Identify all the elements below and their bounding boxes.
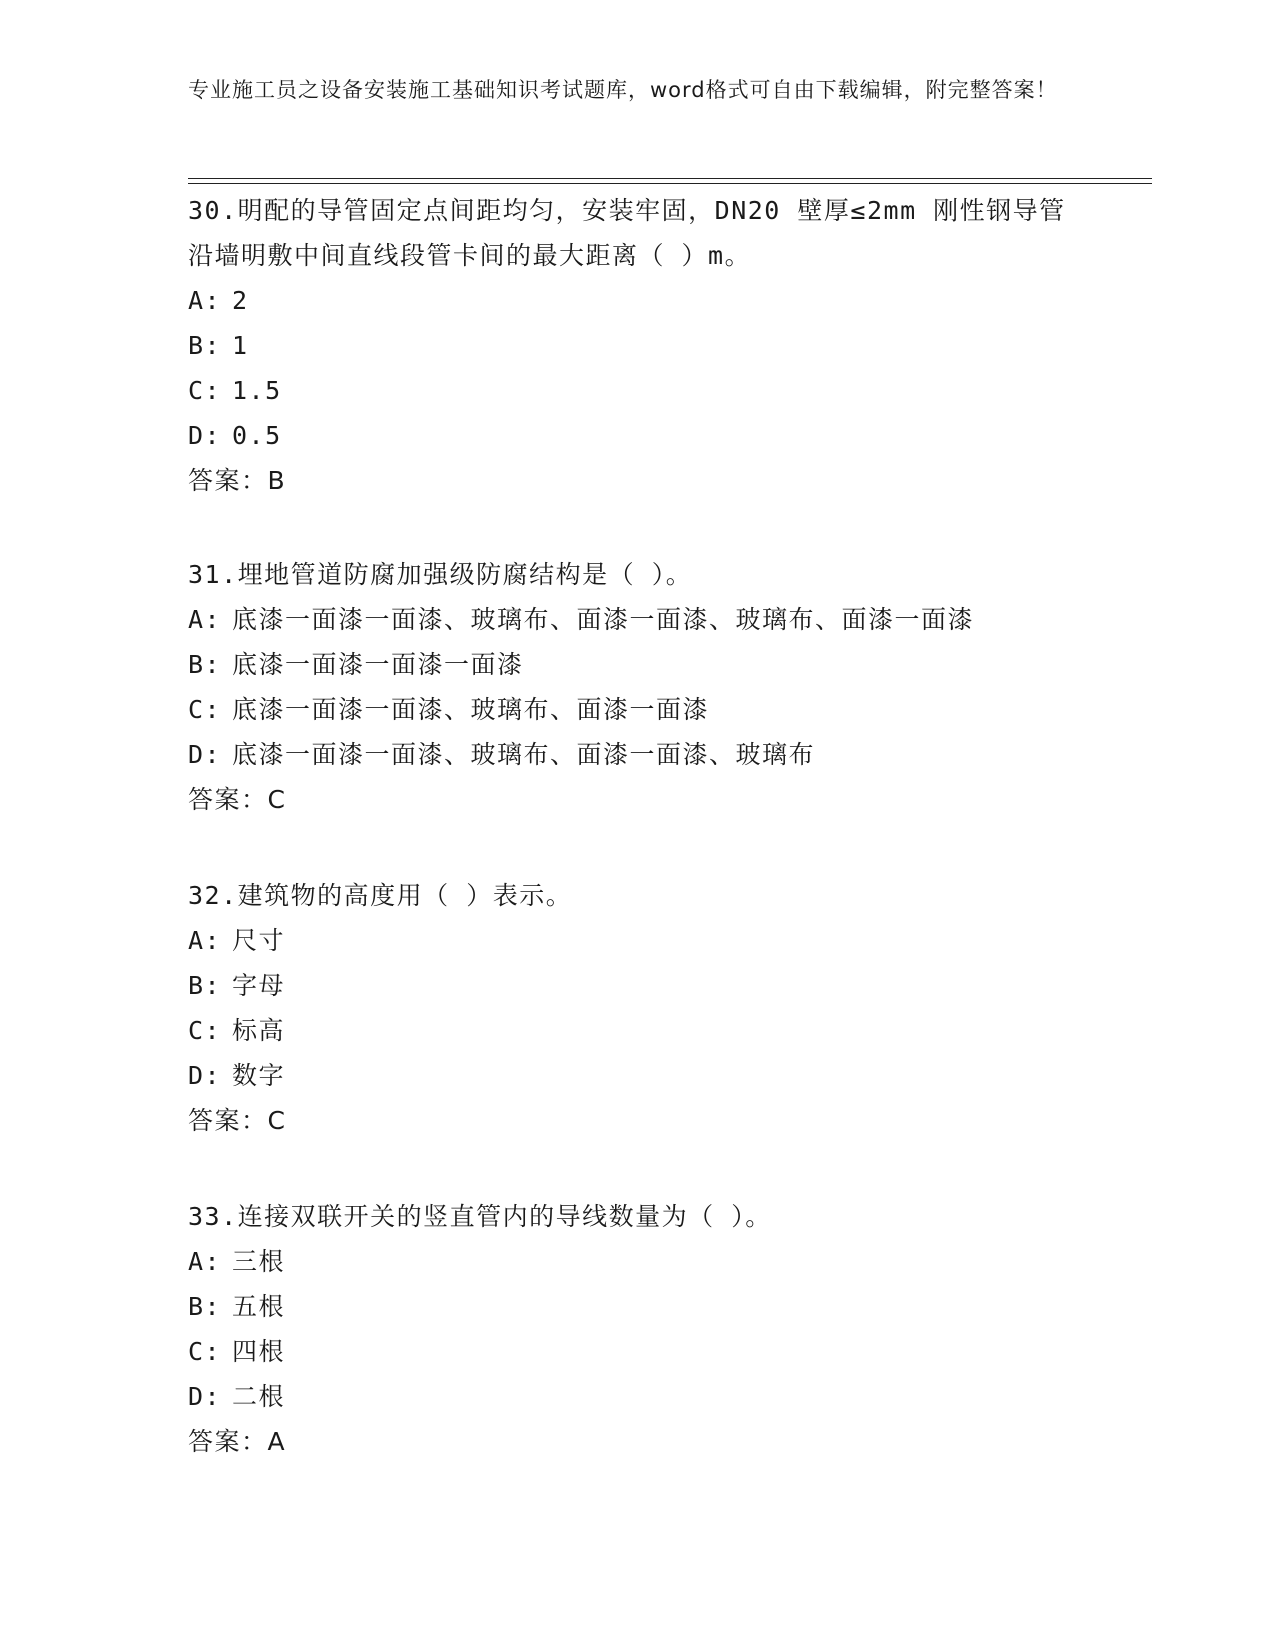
option-text: 0.5 xyxy=(232,421,282,450)
option-letter: A: xyxy=(188,926,222,955)
option-letter: C: xyxy=(188,695,222,724)
option-a xyxy=(188,597,1088,642)
question-stem: 32.建筑物的高度用（ ）表示。 xyxy=(188,881,573,910)
option-b xyxy=(188,642,1088,687)
option-b xyxy=(188,963,1088,1008)
option-c xyxy=(188,368,1088,413)
question-stem: 33.连接双联开关的竖直管内的导线数量为（ ）。 xyxy=(188,1202,772,1231)
option-text: 底漆一面漆一面漆一面漆 xyxy=(232,650,524,679)
option-text: 字母 xyxy=(232,971,286,1000)
option-text: 底漆一面漆一面漆、玻璃布、面漆一面漆 xyxy=(232,695,710,724)
question-33 xyxy=(188,1194,1088,1464)
option-letter: A: xyxy=(188,1247,222,1276)
option-b xyxy=(188,323,1088,368)
option-text: 标高 xyxy=(232,1016,286,1045)
option-text: 底漆一面漆一面漆、玻璃布、面漆一面漆、玻璃布 xyxy=(232,740,816,769)
option-text: 数字 xyxy=(232,1061,286,1090)
option-letter: C: xyxy=(188,1337,222,1366)
answer: 答案：C xyxy=(188,785,287,814)
option-text: 二根 xyxy=(232,1382,286,1411)
option-letter: B: xyxy=(188,1292,222,1321)
option-b xyxy=(188,1284,1088,1329)
answer: 答案：C xyxy=(188,1106,287,1135)
option-text: 尺寸 xyxy=(232,926,286,955)
option-a xyxy=(188,918,1088,963)
option-letter: B: xyxy=(188,650,222,679)
question-32 xyxy=(188,873,1088,1143)
answer: 答案：A xyxy=(188,1427,287,1456)
option-letter: D: xyxy=(188,1061,222,1090)
option-text: 三根 xyxy=(232,1247,286,1276)
option-letter: D: xyxy=(188,421,222,450)
question-31 xyxy=(188,552,1088,822)
option-letter: A: xyxy=(188,605,222,634)
option-letter: B: xyxy=(188,331,222,360)
option-text: 2 xyxy=(232,286,249,315)
question-stem: 31.埋地管道防腐加强级防腐结构是（ ）。 xyxy=(188,560,693,589)
document-header: 专业施工员之设备安装施工基础知识考试题库，word格式可自由下载编辑，附完整答案！ xyxy=(188,78,1058,102)
option-a xyxy=(188,278,1088,323)
option-text: 1 xyxy=(232,331,249,360)
option-c xyxy=(188,1329,1088,1374)
option-letter: D: xyxy=(188,740,222,769)
question-stem: 30.明配的导管固定点间距均匀，安装牢固，DN20 壁厚≤2mm 刚性钢导管沿墙明敷中间直线段管卡间的最大距离（ ）m。 xyxy=(188,196,1066,270)
header-rule-top xyxy=(188,178,1152,179)
option-letter: B: xyxy=(188,971,222,1000)
option-letter: C: xyxy=(188,376,222,405)
option-a xyxy=(188,1239,1088,1284)
option-letter: D: xyxy=(188,1382,222,1411)
header-rule-bottom xyxy=(188,183,1152,184)
option-c xyxy=(188,687,1088,732)
option-d xyxy=(188,1374,1088,1419)
option-letter: C: xyxy=(188,1016,222,1045)
option-letter: A: xyxy=(188,286,222,315)
option-text: 五根 xyxy=(232,1292,286,1321)
option-d xyxy=(188,732,1088,777)
option-d xyxy=(188,1053,1088,1098)
option-text: 底漆一面漆一面漆、玻璃布、面漆一面漆、玻璃布、面漆一面漆 xyxy=(232,605,975,634)
question-30 xyxy=(188,188,1088,503)
option-c xyxy=(188,1008,1088,1053)
option-text: 四根 xyxy=(232,1337,286,1366)
option-d xyxy=(188,413,1088,458)
answer: 答案：B xyxy=(188,466,287,495)
option-text: 1.5 xyxy=(232,376,282,405)
